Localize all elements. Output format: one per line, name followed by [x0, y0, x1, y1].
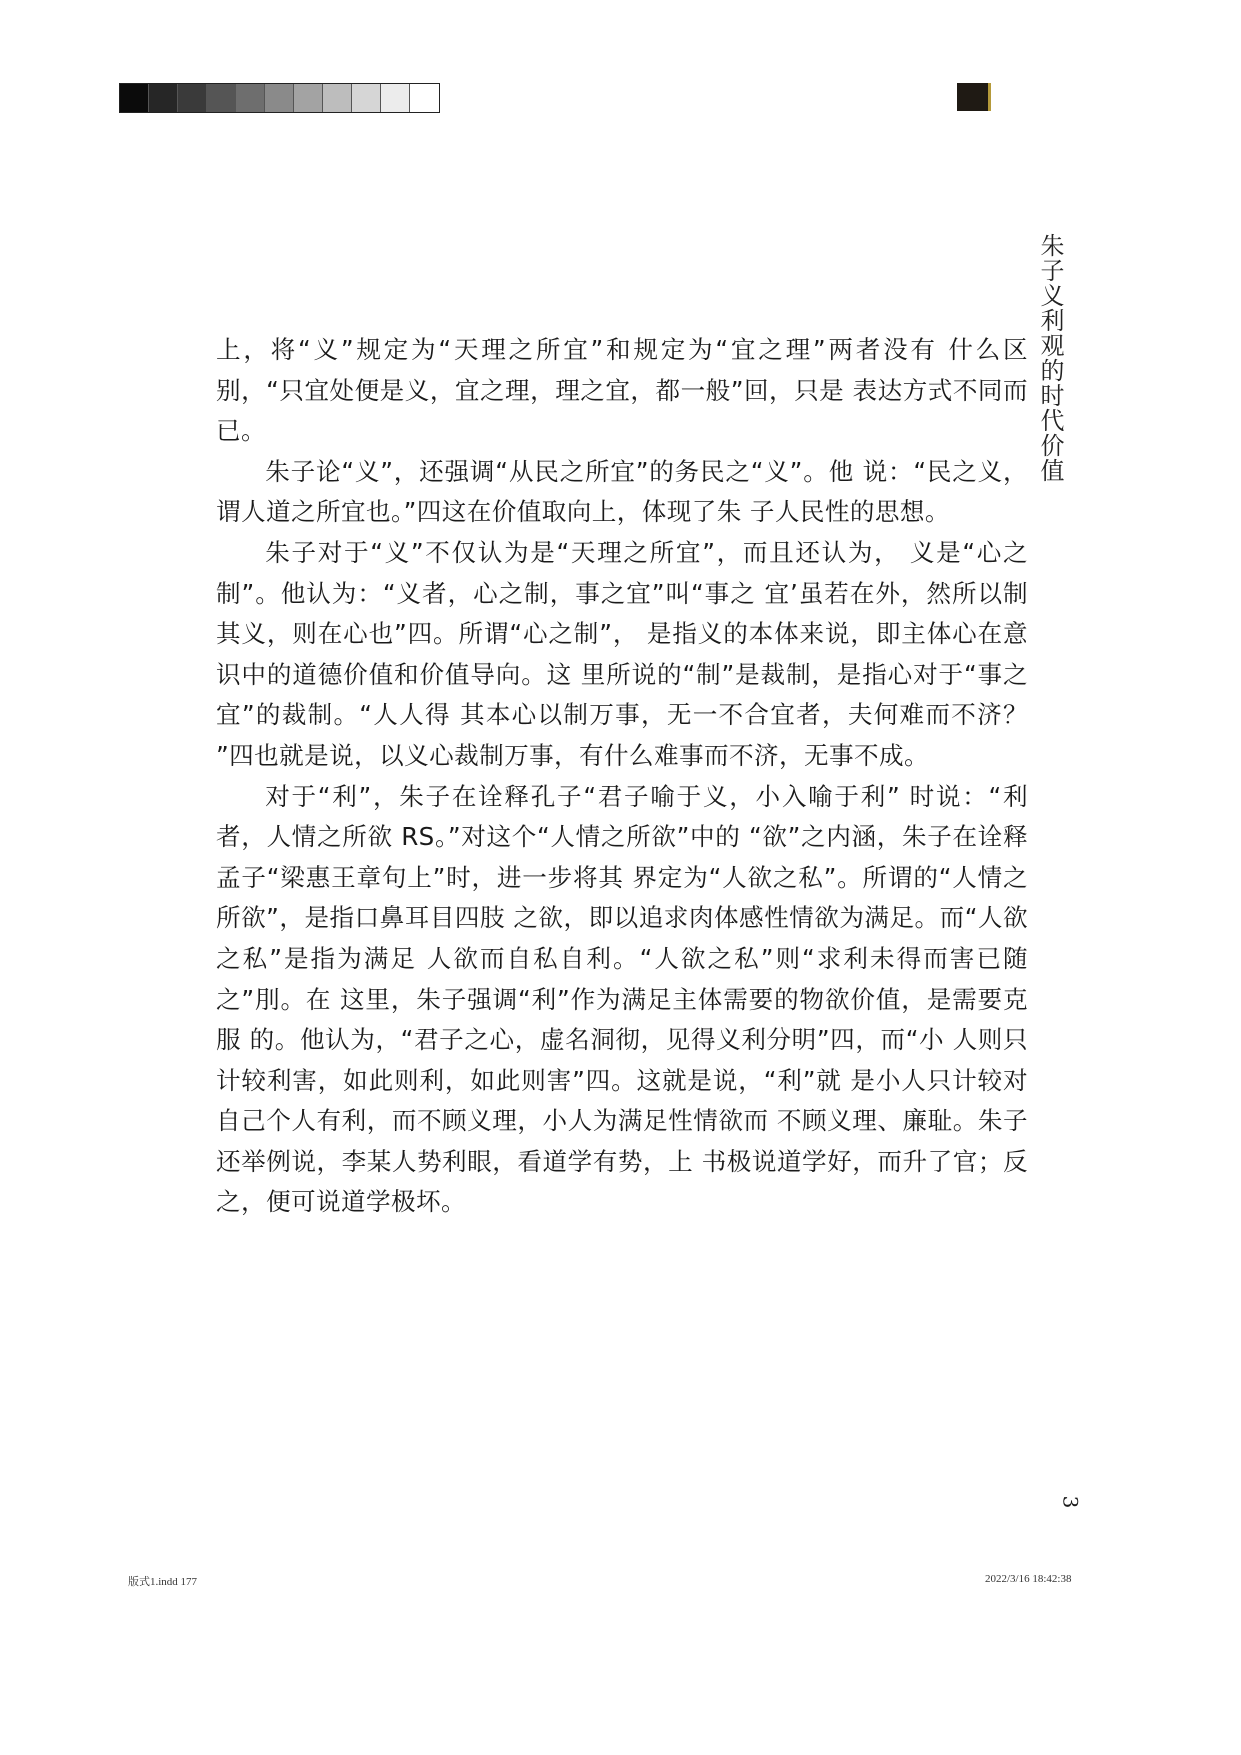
paragraph: 朱子论“义”，还强调“从民之所宜”的务民之“义”。他 说：“民之义，谓人道之所宜也。”四这在价值取向上，体现了朱 子人民性的思想。 [216, 456, 1028, 527]
calibration-swatch [352, 84, 381, 112]
calibration-swatch [120, 84, 149, 112]
grayscale-calibration-bar [119, 83, 440, 113]
calibration-swatch [294, 84, 323, 112]
body-text [216, 330, 1028, 1223]
page-number: 3 [1058, 1495, 1083, 1509]
calibration-swatch [410, 84, 439, 112]
paragraph: 上，将“义”规定为“天理之所宜”和规定为“宜之理”两者没有 什么区别，“只宜处便是义，宜之理，理之宜，都一般”回，只是 表达方式不同而已。 [216, 335, 1028, 446]
calibration-swatch [178, 84, 207, 112]
print-slug-timestamp: 2022/3/16 18:42:38 [985, 1573, 1072, 1585]
paragraph: 对于“利”，朱子在诠释孔子“君子喻于义，小入喻于利” 时说：“利者，人情之所欲 RS。”对这个“人情之所欲”中的 “欲”之内涵，朱子在诠释孟子“梁惠王章句上”时，进一步将其 界定为“人欲之私”。所谓的“人情之所欲”，是指口鼻耳目四肢 之欲，即以追求肉体感性情欲为满足。而“人欲之私”是指为满足 人欲而自私自利。“人欲之私”则“求利未得而害已随之”刖。在 这里，朱子强调“利”作为满足主体需要的物欲价值，是需要克服 的。他认为，“君子之心，虚名洞彻，见得义利分明”四，而“小 人则只计较利害，如此则利，如此则害”四。这就是说，“利”就 是小人只计较对自己个人有利，而不顾义理，小人为满足性情欲而 不顾义理、廉耻。朱子还举例说，李某人势利眼，看道学有势，上 书极说道学好，而升了官；反之，便可说道学极坏。 [216, 781, 1028, 1217]
running-title: 朱子义利观的时代价值 [1036, 233, 1064, 483]
calibration-swatch [207, 84, 236, 112]
print-slug-file: 版式1.indd 177 [128, 1576, 198, 1588]
calibration-swatch [236, 84, 265, 112]
calibration-swatch [381, 84, 410, 112]
calibration-swatch [265, 84, 294, 112]
paragraph: 朱子对于“义”不仅认为是“天理之所宜”，而且还认为， 义是“心之制”。他认为：“义者，心之制，事之宜”叫“事之 宜’虽若在外，然所以制其义，则在心也”四。所谓“心之制”， 是指义的本体来说，即主体心在意识中的道德价值和价值导向。这 里所说的“制”是裁制，是指心对于“事之宜”的裁制。“人人得 其本心以制万事，无一不合宜者，夫何难而不济？ ”四也就是说，以义心裁制万事，有什么难事而不济，无事不成。 [216, 537, 1028, 770]
registration-mark [957, 83, 988, 111]
calibration-swatch [149, 84, 178, 112]
calibration-swatch [323, 84, 352, 112]
